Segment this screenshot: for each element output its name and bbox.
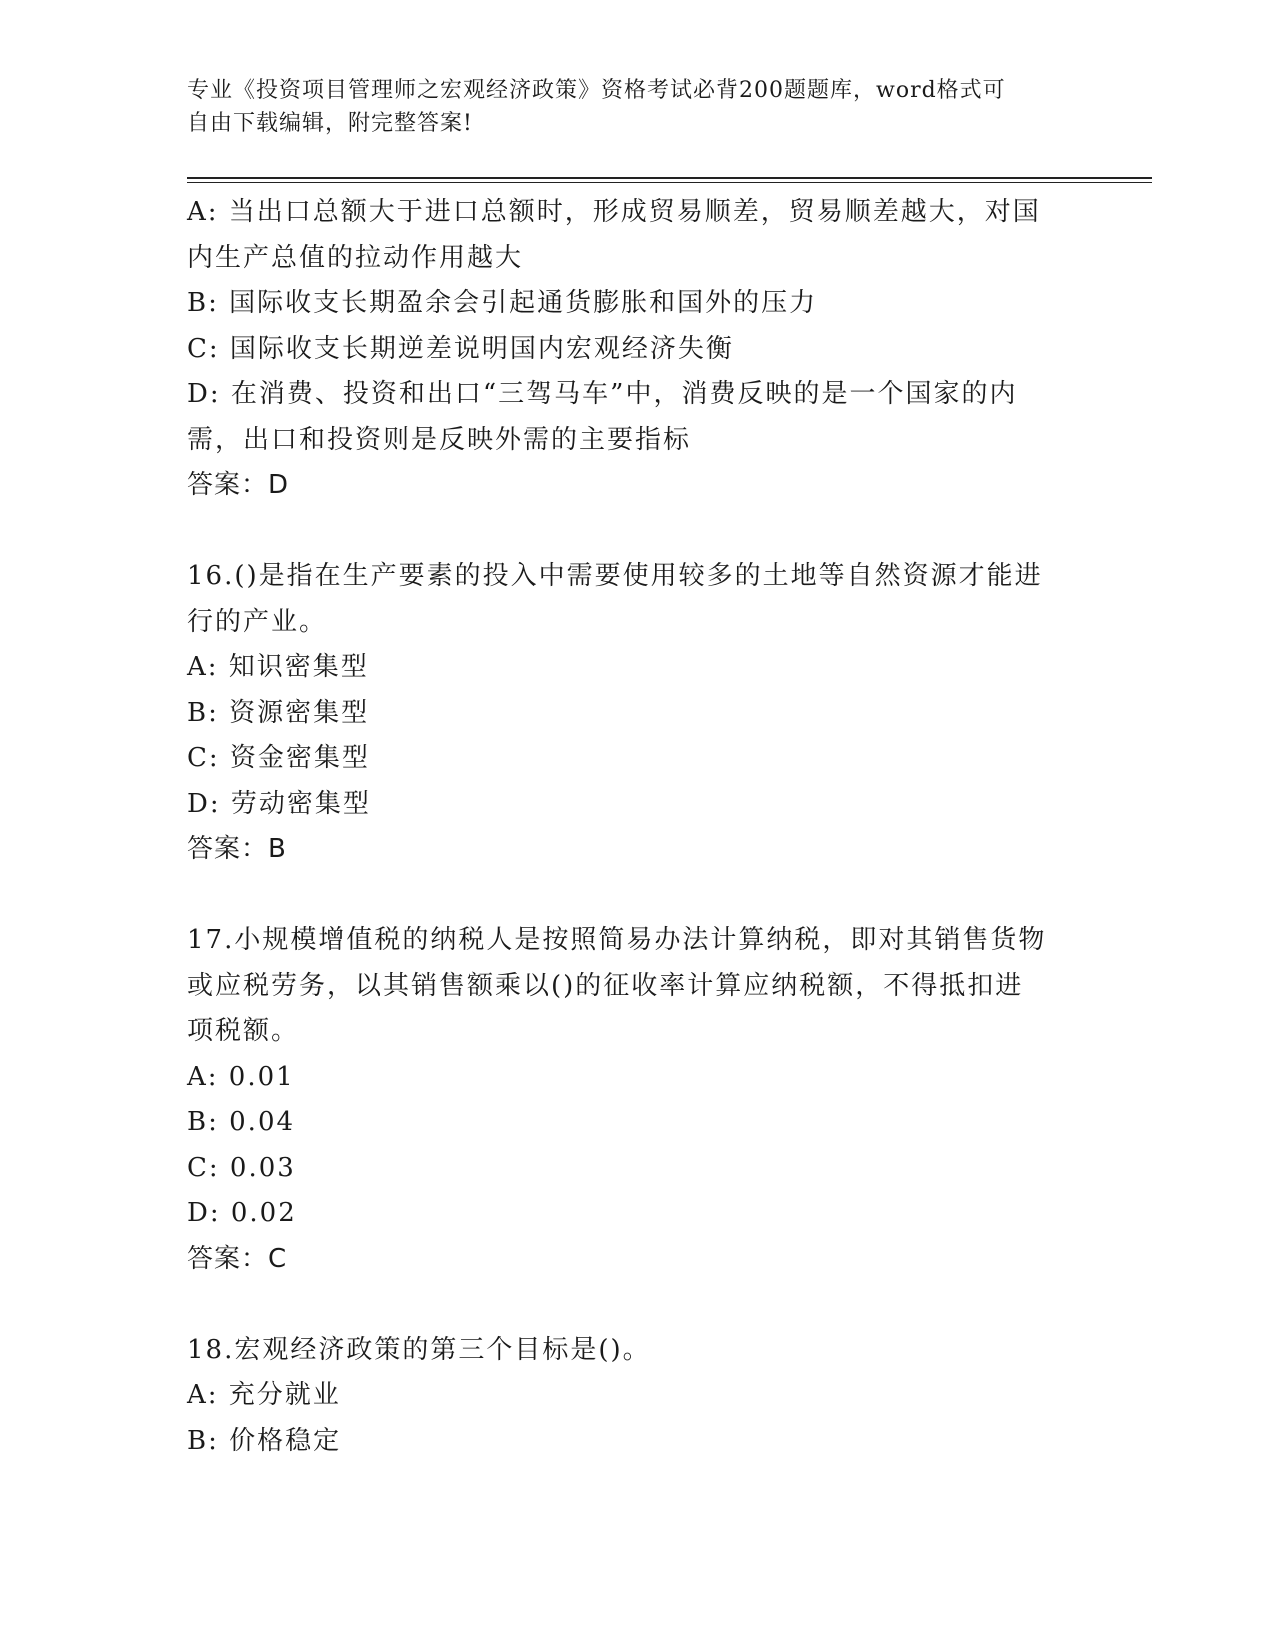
q17-option-b: B: 0.04 xyxy=(187,1107,296,1137)
q16-stem-line-2: 行的产业。 xyxy=(187,606,328,637)
q16-option-b: B: 资源密集型 xyxy=(187,697,370,728)
q18-option-a: A: 充分就业 xyxy=(187,1380,341,1410)
document-header xyxy=(187,74,1067,140)
question-18-block xyxy=(187,1328,1077,1465)
q15-answer: 答案：D xyxy=(187,470,290,500)
q18-option-b: B: 价格稳定 xyxy=(187,1425,342,1456)
q15-option-b: B: 国际收支长期盈余会引起通货膨胀和国外的压力 xyxy=(187,288,818,318)
question-list xyxy=(187,190,1077,1464)
q15-option-c: C: 国际收支长期逆差说明国内宏观经济失衡 xyxy=(187,333,734,364)
q15-option-a-line-1: A: 当出口总额大于进口总额时，形成贸易顺差，贸易顺差越大，对国 xyxy=(187,197,1041,227)
q16-stem-line-1: 16.()是指在生产要素的投入中需要使用较多的土地等自然资源才能进 xyxy=(187,561,1043,591)
spacer xyxy=(187,509,1077,555)
q17-stem-line-1: 17.小规模增值税的纳税人是按照简易办法计算纳税，即对其销售货物 xyxy=(187,925,1047,955)
question-17-block xyxy=(187,918,1077,1282)
header-line-1: 专业《投资项目管理师之宏观经济政策》资格考试必背200题题库，word格式可 xyxy=(187,78,1006,103)
q16-option-c: C: 资金密集型 xyxy=(187,743,370,773)
q17-answer: 答案：C xyxy=(187,1243,288,1274)
header-rule-thin xyxy=(187,182,1152,183)
spacer xyxy=(187,1282,1077,1328)
question-15-block xyxy=(187,190,1077,509)
q17-stem-line-3: 项税额。 xyxy=(187,1016,300,1046)
q15-option-d-line-1: D: 在消费、投资和出口“三驾马车”中，消费反映的是一个国家的内 xyxy=(187,379,1018,409)
q15-option-a-line-2: 内生产总值的拉动作用越大 xyxy=(187,242,524,273)
header-line-2: 自由下载编辑，附完整答案! xyxy=(187,111,473,136)
q18-stem: 18.宏观经济政策的第三个目标是()。 xyxy=(187,1334,651,1365)
q17-option-d: D: 0.02 xyxy=(187,1198,297,1228)
q15-option-d-line-2: 需，出口和投资则是反映外需的主要指标 xyxy=(187,424,692,455)
spacer xyxy=(187,873,1077,919)
q17-stem-line-2: 或应税劳务，以其销售额乘以()的征收率计算应纳税额，不得抵扣进 xyxy=(187,970,1024,1001)
q17-option-a: A: 0.01 xyxy=(187,1061,295,1092)
question-16-block xyxy=(187,554,1077,873)
q17-option-c: C: 0.03 xyxy=(187,1152,296,1183)
header-rule-thick xyxy=(187,177,1152,179)
q16-option-d: D: 劳动密集型 xyxy=(187,788,371,819)
q16-option-a: A: 知识密集型 xyxy=(187,652,369,682)
q16-answer: 答案：B xyxy=(187,834,287,864)
